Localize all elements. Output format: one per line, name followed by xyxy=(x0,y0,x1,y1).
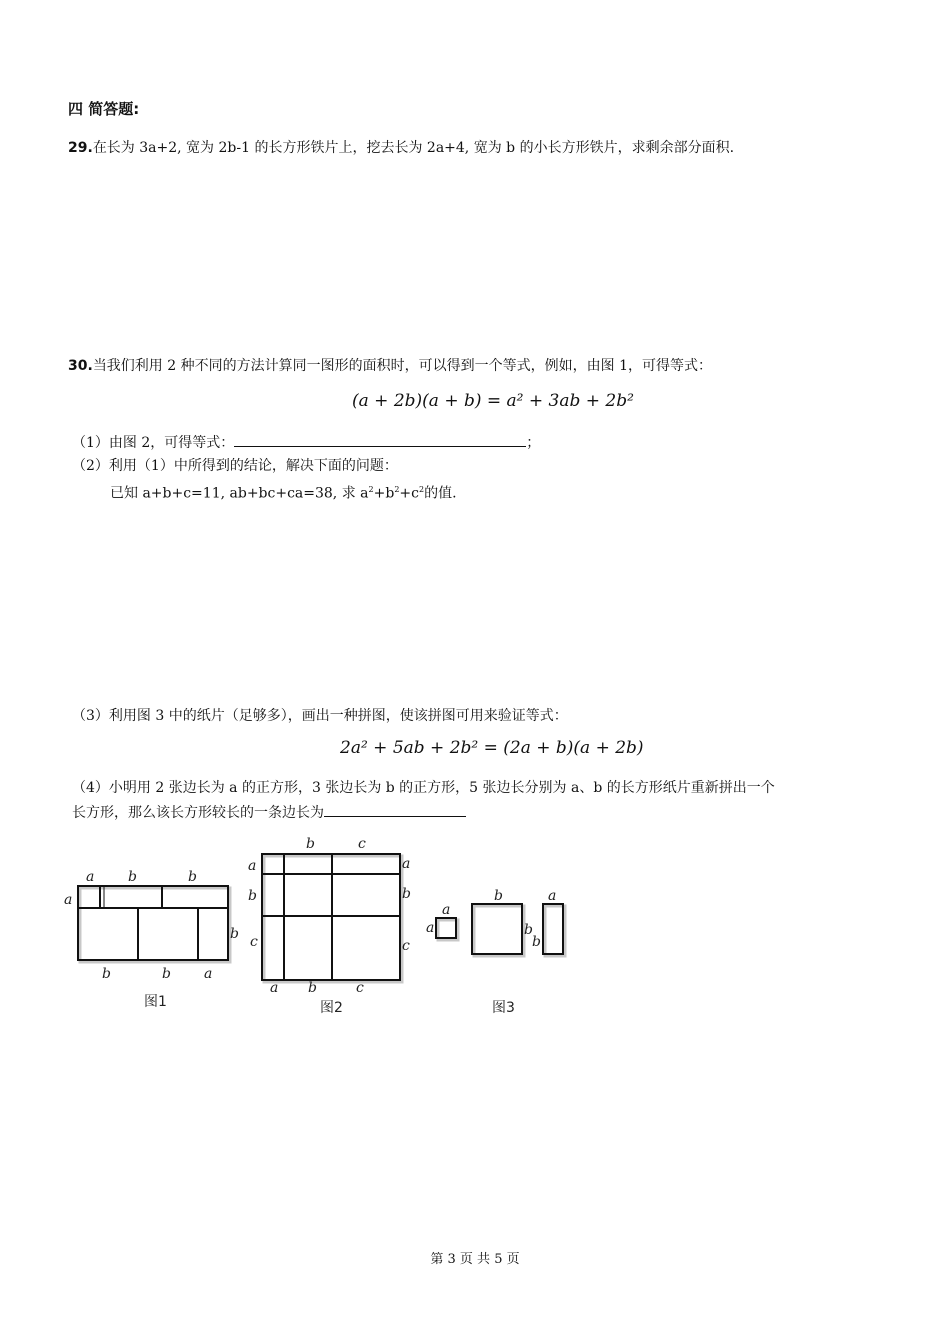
fig2-label: a xyxy=(248,858,257,874)
formula-1: (a + 2b)(a + b) = a² + 3ab + 2b² xyxy=(352,391,634,411)
figure-3 xyxy=(426,888,565,1016)
fig3-label: b xyxy=(532,934,541,950)
figure-1 xyxy=(64,869,239,1010)
part-3-label: （3）利用图 3 中的纸片（足够多），画出一种拼图，使该拼图可用来验证等式： xyxy=(72,708,568,724)
fig2-label: a xyxy=(402,856,411,872)
part-2-text xyxy=(110,480,457,504)
formula-2: 2a² + 5ab + 2b² = (2a + b)(a + 2b) xyxy=(340,738,644,758)
answer-blank-4[interactable] xyxy=(324,802,466,817)
fig3-label: b xyxy=(524,922,533,938)
part-2-label: （2）利用（1）中所得到的结论，解决下面的问题： xyxy=(72,458,398,474)
question-30-intro xyxy=(68,356,712,376)
superscript: 2 xyxy=(418,485,425,494)
fig3-label: b xyxy=(494,888,503,904)
figure-2 xyxy=(248,836,411,1016)
question-29 xyxy=(68,138,734,158)
fig2-label: c xyxy=(402,938,410,954)
part-1-end: ； xyxy=(526,435,541,451)
fig2-label: c xyxy=(250,934,258,950)
fig2-label: b xyxy=(402,886,411,902)
superscript: 2 xyxy=(394,485,400,494)
question-number: 29. xyxy=(68,140,93,156)
part-2-text-b: +b xyxy=(373,485,395,502)
fig1-label: a xyxy=(64,892,73,908)
fig2-label: b xyxy=(248,888,257,904)
fig2-label: b xyxy=(308,980,317,996)
fig2-caption: 图2 xyxy=(320,1000,343,1016)
fig3-caption: 图3 xyxy=(492,1000,515,1016)
fig2-label: a xyxy=(270,980,279,996)
fig1-label: b xyxy=(128,869,137,885)
part-2-text-d: 的值. xyxy=(424,485,457,502)
fig1-label: a xyxy=(86,869,95,885)
fig2-label: c xyxy=(358,836,366,852)
fig3-label: a xyxy=(548,888,557,904)
fig1-label: a xyxy=(204,966,213,982)
fig1-label: b xyxy=(188,869,197,885)
part-4-text: 长方形，那么该长方形较长的一条边长为 xyxy=(72,805,324,821)
superscript: 2 xyxy=(368,485,374,494)
part-2-text-c: +c xyxy=(399,485,419,502)
section-title: 四 简答题: xyxy=(68,100,140,118)
figures-diagram xyxy=(0,826,950,1026)
fig3-label: a xyxy=(426,920,435,936)
fig1-label: b xyxy=(230,926,239,942)
part-2-text-a: 已知 a+b+c=11, ab+bc+ca=38, 求 a xyxy=(110,485,369,502)
fig1-caption: 图1 xyxy=(144,994,167,1010)
question-text: 当我们利用 2 种不同的方法计算同一图形的面积时，可以得到一个等式，例如，由图 1，可得等式： xyxy=(92,358,712,374)
answer-blank-1[interactable] xyxy=(234,432,526,447)
fig1-label: b xyxy=(102,966,111,982)
page-footer: 第 3 页 共 5 页 xyxy=(430,1252,520,1267)
part-4-line-1: （4）小明用 2 张边长为 a 的正方形，3 张边长为 b 的正方形，5 张边长分别为 a、b 的长方形纸片重新拼出一个 xyxy=(72,780,775,796)
question-number: 30. xyxy=(68,358,93,374)
part-1-label: （1）由图 2，可得等式： xyxy=(72,435,235,451)
fig3-label: a xyxy=(442,902,451,918)
fig2-label: b xyxy=(306,836,315,852)
part-4-line-2 xyxy=(72,802,466,823)
part-1 xyxy=(72,432,540,453)
fig2-label: c xyxy=(356,980,364,996)
fig1-label: b xyxy=(162,966,171,982)
question-text: 在长为 3a+2, 宽为 2b-1 的长方形铁片上，挖去长为 2a+4, 宽为 b 的小长方形铁片，求剩余部分面积. xyxy=(92,140,735,156)
